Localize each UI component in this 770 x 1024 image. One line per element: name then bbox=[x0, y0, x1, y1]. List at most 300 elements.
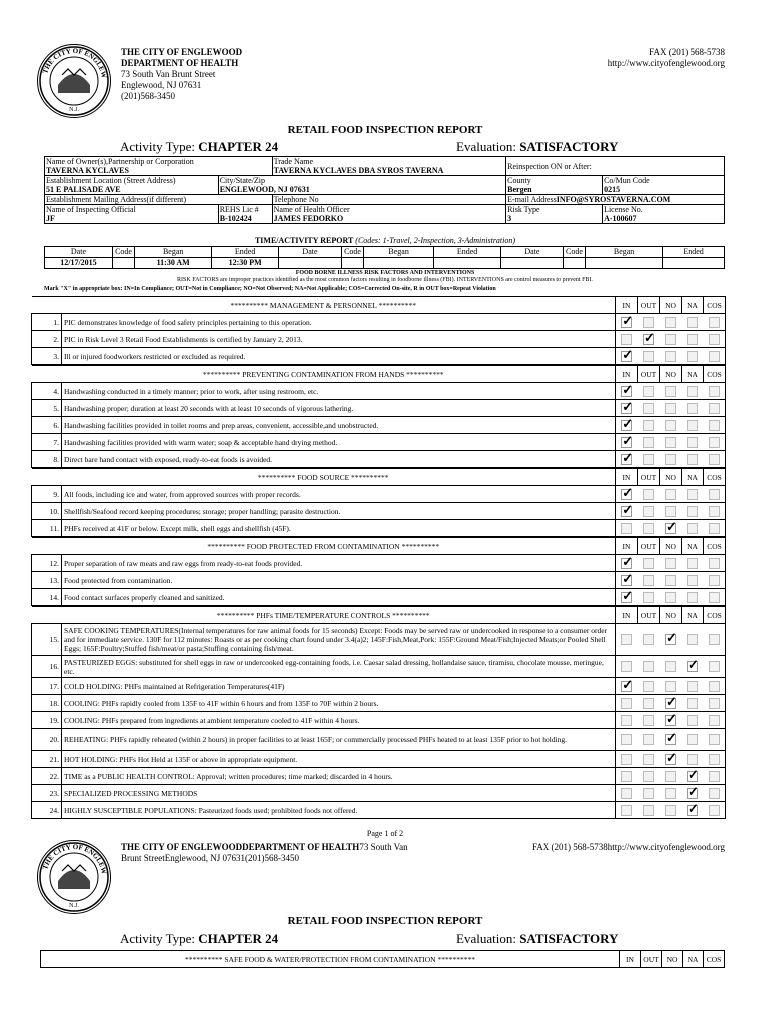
checkbox-in[interactable] bbox=[621, 484, 634, 500]
status-cell-cos bbox=[704, 434, 726, 451]
checkbox-in[interactable] bbox=[621, 788, 632, 799]
time-cell: 11:30 AM bbox=[135, 258, 212, 269]
inspection-item-row bbox=[32, 348, 726, 365]
checkbox-in[interactable] bbox=[621, 398, 634, 414]
col-header-na: NA bbox=[682, 607, 704, 624]
location-cell bbox=[45, 176, 219, 195]
checkbox-cos[interactable] bbox=[709, 454, 720, 465]
checkbox-no[interactable] bbox=[665, 788, 676, 799]
checkbox-cos[interactable] bbox=[709, 634, 720, 645]
checkbox-out[interactable] bbox=[643, 403, 654, 414]
section-header-row bbox=[32, 366, 726, 383]
checkbox-na[interactable] bbox=[687, 454, 698, 465]
evaluation bbox=[456, 139, 618, 155]
checkbox-cos[interactable] bbox=[709, 788, 720, 799]
item-number: 16. bbox=[32, 656, 62, 678]
status-cell-out bbox=[638, 503, 660, 520]
telephone-label: Telephone No bbox=[273, 195, 319, 204]
checkbox-in[interactable] bbox=[621, 449, 634, 465]
item-number: 20. bbox=[32, 729, 62, 751]
checkbox-na[interactable] bbox=[687, 734, 698, 745]
checkbox-out[interactable] bbox=[643, 681, 654, 692]
checkbox-in[interactable] bbox=[621, 432, 634, 448]
status-cell-cos bbox=[704, 589, 726, 606]
status-cell-out bbox=[638, 751, 660, 768]
checkbox-out[interactable] bbox=[643, 523, 654, 534]
status-cell-na bbox=[682, 520, 704, 537]
section-title: ********** PREVENTING CONTAMINATION FROM HANDS ********** bbox=[32, 366, 616, 383]
checkbox-no[interactable] bbox=[665, 710, 677, 726]
item-text: SAFE COOKING TEMPERATURES(Internal temperatures for raw animal foods for 15 seconds) Except: Foods may be served raw or undercooked in response to a consumer order and for immediate service. 130F for 112 minutes: Roasts or as per cooking chart found under 3.4(a)2; 145F:Fish,Meat,Pork: 155F:Ground Meat/Fish;Injected Meats;or Pooled Shell Eggs; 165F:Poultry;Stuffed fish/meat/or pasta;Stuffing containing fish/meat. bbox=[62, 624, 616, 656]
checkbox-na[interactable] bbox=[687, 351, 698, 362]
col-header-na: NA bbox=[682, 538, 704, 555]
checkbox-na[interactable] bbox=[687, 783, 699, 799]
time-col-header: Date bbox=[279, 247, 342, 258]
risk-type-value: 3 bbox=[507, 214, 512, 223]
checkbox-in[interactable] bbox=[621, 501, 634, 517]
status-cell-in bbox=[616, 348, 638, 365]
checkbox-no[interactable] bbox=[665, 558, 676, 569]
checkbox-in[interactable] bbox=[621, 661, 632, 672]
page2-activity-type bbox=[120, 931, 278, 947]
item-text: HOT HOLDING: PHFs Hot Held at 135F or above in appropriate equipment. bbox=[62, 751, 616, 768]
item-number: 3. bbox=[32, 348, 62, 365]
checkbox-in[interactable] bbox=[621, 734, 632, 745]
status-cell-out bbox=[638, 451, 660, 468]
checkbox-no[interactable] bbox=[665, 420, 676, 431]
seal-bottom-text-page2: N.J. bbox=[69, 903, 79, 909]
item-number: 19. bbox=[32, 712, 62, 729]
checkbox-out[interactable] bbox=[643, 506, 654, 517]
checkbox-in[interactable] bbox=[621, 754, 632, 765]
checkbox-out[interactable] bbox=[643, 558, 654, 569]
checkbox-in[interactable] bbox=[621, 715, 632, 726]
status-cell-cos bbox=[704, 451, 726, 468]
checkbox-cos[interactable] bbox=[709, 754, 720, 765]
time-col-header: Ended bbox=[434, 247, 501, 258]
col-header-out: OUT bbox=[638, 297, 660, 314]
inspecting-official-cell bbox=[45, 205, 219, 224]
checkbox-na[interactable] bbox=[687, 715, 698, 726]
status-cell-cos bbox=[704, 729, 726, 751]
checkbox-out[interactable] bbox=[643, 420, 654, 431]
status-cell-out bbox=[638, 678, 660, 695]
seal-text: THE CITY OF ENGLEW bbox=[41, 46, 108, 79]
checkbox-na[interactable] bbox=[687, 800, 699, 816]
checkbox-out[interactable] bbox=[643, 437, 654, 448]
col-header-cos: COS bbox=[704, 469, 726, 486]
item-text: Handwashing facilities provided in toilet rooms and prep areas, convenient, accessible,and unobstructed. bbox=[62, 417, 616, 434]
checkbox-no[interactable] bbox=[665, 506, 676, 517]
checkbox-no[interactable] bbox=[665, 681, 676, 692]
status-cell-cos bbox=[704, 695, 726, 712]
city-name: THE CITY OF ENGLEWOOD bbox=[121, 47, 243, 57]
check-mark-icon: ✓ bbox=[666, 693, 677, 709]
check-mark-icon: ✓ bbox=[622, 570, 634, 586]
checkbox-na[interactable] bbox=[687, 506, 698, 517]
checkbox-na[interactable] bbox=[687, 437, 698, 448]
col-header-no: NO bbox=[660, 538, 682, 555]
reinspection-label: Reinspection ON or After: bbox=[507, 161, 592, 171]
county-cell bbox=[506, 176, 603, 195]
item-text: PIC in Risk Level 3 Retail Food Establishments is certified by January 2, 2013. bbox=[62, 331, 616, 348]
page2-header-line1b: 73 South Van bbox=[359, 842, 408, 852]
check-mark-icon: ✓ bbox=[622, 398, 634, 414]
time-activity-codes: (Codes: 1-Travel, 2-Inspection, 3-Administration) bbox=[355, 236, 516, 245]
checkbox-cos[interactable] bbox=[709, 575, 720, 586]
seal-bottom-text: N.J. bbox=[69, 107, 79, 113]
check-mark-icon: ✓ bbox=[666, 730, 677, 745]
risk-notes bbox=[0, 270, 770, 284]
city-state-zip-label: City/State/Zip bbox=[219, 176, 266, 185]
status-cell-out bbox=[638, 417, 660, 434]
website-link[interactable]: http://www.cityofenglewood.org bbox=[607, 58, 725, 68]
checkbox-in[interactable] bbox=[621, 553, 634, 569]
checkbox-out[interactable] bbox=[643, 734, 654, 745]
col-header-in: IN bbox=[616, 607, 638, 624]
item-text: All foods, including ice and water, from approved sources with proper records. bbox=[62, 486, 616, 503]
status-cell-out bbox=[638, 589, 660, 606]
time-activity-table bbox=[44, 246, 725, 269]
item-number: 9. bbox=[32, 486, 62, 503]
checkbox-na[interactable] bbox=[687, 754, 698, 765]
page2-evaluation-label: Evaluation: bbox=[456, 931, 516, 946]
status-cell-no bbox=[660, 434, 682, 451]
item-number: 12. bbox=[32, 555, 62, 572]
time-col-header: Code bbox=[112, 247, 134, 258]
checkbox-out[interactable] bbox=[643, 634, 654, 645]
checkbox-in[interactable] bbox=[621, 415, 634, 431]
checkbox-out[interactable] bbox=[643, 575, 654, 586]
checkbox-cos[interactable] bbox=[709, 805, 720, 816]
checkbox-cos[interactable] bbox=[709, 523, 720, 534]
col-header-cos: COS bbox=[704, 297, 726, 314]
check-mark-icon: ✓ bbox=[622, 676, 634, 692]
status-cell-in bbox=[616, 520, 638, 537]
checkbox-out[interactable] bbox=[643, 592, 654, 603]
item-text: Handwashing proper; duration at least 20 seconds with at least 10 seconds of vigorous lathering. bbox=[62, 400, 616, 417]
evaluation-value: SATISFACTORY bbox=[519, 139, 619, 154]
check-mark-icon: ✓ bbox=[666, 518, 677, 534]
city-state-zip-cell bbox=[218, 176, 505, 195]
status-cell-no bbox=[660, 624, 682, 656]
checkbox-na[interactable] bbox=[687, 592, 698, 603]
checkbox-no[interactable] bbox=[665, 749, 677, 765]
checkbox-cos[interactable] bbox=[709, 420, 720, 431]
page2-col-out: OUT bbox=[641, 951, 662, 968]
checkbox-na[interactable] bbox=[687, 317, 698, 328]
checkbox-in[interactable] bbox=[621, 570, 634, 586]
status-cell-in bbox=[616, 451, 638, 468]
item-number: 14. bbox=[32, 589, 62, 606]
checkbox-no[interactable] bbox=[665, 454, 676, 465]
checkbox-cos[interactable] bbox=[709, 558, 720, 569]
risk-type-label: Risk Type bbox=[507, 205, 540, 214]
inspection-item-row bbox=[32, 656, 726, 678]
item-text: Shellfish/Seafood record keeping procedures; storage; proper handling; parasite destruction. bbox=[62, 503, 616, 520]
inspection-item-row bbox=[32, 802, 726, 819]
checkbox-na[interactable] bbox=[687, 657, 699, 672]
status-cell-out bbox=[638, 656, 660, 678]
rehs-cell bbox=[218, 205, 272, 224]
status-cell-no bbox=[660, 348, 682, 365]
establishment-info-table bbox=[44, 156, 725, 224]
checkbox-no[interactable] bbox=[665, 592, 676, 603]
checkbox-no[interactable] bbox=[665, 489, 676, 500]
checkbox-na[interactable] bbox=[687, 634, 698, 645]
status-cell-na bbox=[682, 383, 704, 400]
checkbox-out[interactable] bbox=[643, 788, 654, 799]
checkbox-na[interactable] bbox=[687, 523, 698, 534]
time-col-header: Code bbox=[563, 247, 585, 258]
checkbox-no[interactable] bbox=[665, 351, 676, 362]
checkbox-no[interactable] bbox=[665, 693, 677, 709]
item-text: COOLING: PHFs rapidly cooled from 135F to 41F within 6 hours and from 135F to 70F within 2 hours. bbox=[62, 695, 616, 712]
item-number: 8. bbox=[32, 451, 62, 468]
checkbox-na[interactable] bbox=[687, 698, 698, 709]
check-mark-icon: ✓ bbox=[688, 766, 699, 782]
checkbox-in[interactable] bbox=[621, 523, 632, 534]
checkbox-na[interactable] bbox=[687, 558, 698, 569]
checkbox-na[interactable] bbox=[687, 420, 698, 431]
checkbox-in[interactable] bbox=[621, 698, 632, 709]
checkbox-na[interactable] bbox=[687, 575, 698, 586]
item-text: PHFs received at 41F or below. Except milk, shell eggs and shellfish (45F). bbox=[62, 520, 616, 537]
item-number: 15. bbox=[32, 624, 62, 656]
inspection-item-row bbox=[32, 314, 726, 331]
checkbox-out[interactable] bbox=[643, 454, 654, 465]
checkbox-no[interactable] bbox=[665, 518, 677, 534]
location-label: Establishment Location (Street Address) bbox=[46, 176, 176, 185]
checkbox-cos[interactable] bbox=[709, 506, 720, 517]
status-cell-na bbox=[682, 712, 704, 729]
checkbox-out[interactable] bbox=[643, 715, 654, 726]
page2-col-na: NA bbox=[683, 951, 704, 968]
checkbox-cos[interactable] bbox=[709, 681, 720, 692]
checkbox-in[interactable] bbox=[621, 346, 634, 362]
status-cell-na bbox=[682, 348, 704, 365]
address-line-1: 73 South Van Brunt Street bbox=[121, 69, 216, 79]
checkbox-cos[interactable] bbox=[709, 771, 720, 782]
item-number: 17. bbox=[32, 678, 62, 695]
checkbox-no[interactable] bbox=[665, 771, 676, 782]
item-text: Handwashing facilities provided with warm water; soap & acceptable hand drying method. bbox=[62, 434, 616, 451]
checkbox-na[interactable] bbox=[687, 334, 698, 345]
check-mark-icon: ✓ bbox=[622, 346, 634, 362]
checkbox-in[interactable] bbox=[621, 334, 632, 345]
time-cell bbox=[663, 258, 725, 269]
reinspection-cell bbox=[506, 157, 725, 176]
status-cell-na bbox=[682, 503, 704, 520]
checkbox-out[interactable] bbox=[643, 698, 654, 709]
license-cell bbox=[603, 205, 725, 224]
page2-activity-value: CHAPTER 24 bbox=[198, 931, 279, 946]
status-cell-cos bbox=[704, 656, 726, 678]
status-cell-in bbox=[616, 785, 638, 802]
checkbox-cos[interactable] bbox=[709, 403, 720, 414]
header-fax-block bbox=[608, 47, 725, 69]
section-title: ********** PHFs TIME/TEMPERATURE CONTROLS ********** bbox=[32, 607, 616, 624]
email-label: E-mail Address bbox=[507, 195, 557, 204]
mailing-address-label: Establishment Mailing Address(if different) bbox=[46, 195, 187, 204]
checkbox-cos[interactable] bbox=[709, 437, 720, 448]
checkbox-cos[interactable] bbox=[709, 386, 720, 397]
checkbox-no[interactable] bbox=[665, 386, 676, 397]
checkbox-cos[interactable] bbox=[709, 698, 720, 709]
inspection-item-row bbox=[32, 503, 726, 520]
status-cell-na bbox=[682, 729, 704, 751]
checkbox-in[interactable] bbox=[621, 381, 634, 397]
checkbox-cos[interactable] bbox=[709, 715, 720, 726]
status-cell-no bbox=[660, 314, 682, 331]
col-header-no: NO bbox=[660, 297, 682, 314]
status-cell-no bbox=[660, 768, 682, 785]
item-text: SPECIALIZED PROCESSING METHODS bbox=[62, 785, 616, 802]
inspection-item-row bbox=[32, 383, 726, 400]
status-cell-out bbox=[638, 314, 660, 331]
item-number: 13. bbox=[32, 572, 62, 589]
inspection-item-row bbox=[32, 624, 726, 656]
checkbox-no[interactable] bbox=[665, 317, 676, 328]
checkbox-na[interactable] bbox=[687, 489, 698, 500]
status-cell-no bbox=[660, 520, 682, 537]
checkbox-out[interactable] bbox=[643, 754, 654, 765]
checkbox-out[interactable] bbox=[643, 771, 654, 782]
item-text: Proper separation of raw meats and raw eggs from ready-to-eat foods provided. bbox=[62, 555, 616, 572]
status-cell-out bbox=[638, 768, 660, 785]
page2-evaluation bbox=[456, 931, 618, 947]
inspecting-official-value: JF bbox=[46, 214, 55, 223]
city-state-zip-value: ENGLEWOOD, NJ 07631 bbox=[219, 185, 310, 194]
checkbox-in[interactable] bbox=[621, 587, 634, 603]
time-cell: 12/17/2015 bbox=[45, 258, 113, 269]
status-cell-out bbox=[638, 400, 660, 417]
checkbox-no[interactable] bbox=[665, 630, 677, 645]
check-mark-icon: ✓ bbox=[688, 783, 699, 799]
checkbox-out[interactable] bbox=[643, 661, 654, 672]
section-header-row bbox=[32, 607, 726, 624]
section-table bbox=[31, 606, 726, 819]
checkbox-na[interactable] bbox=[687, 386, 698, 397]
checkbox-in[interactable] bbox=[621, 312, 634, 328]
inspection-item-row bbox=[32, 451, 726, 468]
check-mark-icon: ✓ bbox=[688, 800, 699, 816]
checkbox-cos[interactable] bbox=[709, 489, 720, 500]
item-number: 10. bbox=[32, 503, 62, 520]
status-cell-na bbox=[682, 589, 704, 606]
section-title: ********** FOOD PROTECTED FROM CONTAMINATION ********** bbox=[32, 538, 616, 555]
activity-value: CHAPTER 24 bbox=[198, 139, 279, 154]
page2-header-line2: Brunt StreetEnglewood, NJ 07631(201)568-3450 bbox=[121, 853, 299, 863]
checkbox-in[interactable] bbox=[621, 805, 632, 816]
page2-col-cos: COS bbox=[704, 951, 725, 968]
status-cell-in bbox=[616, 751, 638, 768]
item-number: 21. bbox=[32, 751, 62, 768]
col-header-out: OUT bbox=[638, 538, 660, 555]
check-mark-icon: ✓ bbox=[666, 749, 677, 765]
checkbox-out[interactable] bbox=[643, 805, 654, 816]
time-col-header: Began bbox=[135, 247, 212, 258]
status-cell-na bbox=[682, 678, 704, 695]
checkbox-in[interactable] bbox=[621, 634, 632, 645]
item-text: HIGHLY SUSCEPTIBLE POPULATIONS: Pasteurized foods used; prohibited foods not offered. bbox=[62, 802, 616, 819]
checkbox-no[interactable] bbox=[665, 334, 676, 345]
section-table bbox=[31, 296, 726, 365]
item-text: Ill or injured foodworkers restricted or excluded as required. bbox=[62, 348, 616, 365]
status-cell-out bbox=[638, 572, 660, 589]
checkbox-cos[interactable] bbox=[709, 592, 720, 603]
evaluation-label: Evaluation: bbox=[456, 139, 516, 154]
risk-type-cell bbox=[506, 205, 603, 224]
checkbox-no[interactable] bbox=[665, 730, 677, 745]
inspection-item-row bbox=[32, 400, 726, 417]
checkbox-cos[interactable] bbox=[709, 734, 720, 745]
checkbox-no[interactable] bbox=[665, 661, 676, 672]
page2-section-table bbox=[40, 950, 725, 968]
county-value: Bergen bbox=[507, 185, 532, 194]
checkbox-no[interactable] bbox=[665, 575, 676, 586]
status-cell-in bbox=[616, 712, 638, 729]
health-officer-value: JAMES FEDORKO bbox=[273, 214, 344, 223]
checkbox-out[interactable] bbox=[643, 386, 654, 397]
checkbox-na[interactable] bbox=[687, 766, 699, 782]
checkbox-no[interactable] bbox=[665, 437, 676, 448]
time-cell bbox=[341, 258, 363, 269]
checkbox-na[interactable] bbox=[687, 403, 698, 414]
inspection-item-row bbox=[32, 589, 726, 606]
status-cell-cos bbox=[704, 503, 726, 520]
checkbox-no[interactable] bbox=[665, 805, 676, 816]
status-cell-in bbox=[616, 678, 638, 695]
time-cell bbox=[434, 258, 501, 269]
checkbox-out[interactable] bbox=[643, 351, 654, 362]
status-cell-no bbox=[660, 785, 682, 802]
header-address-block bbox=[121, 47, 242, 102]
checkbox-cos[interactable] bbox=[709, 351, 720, 362]
checkbox-cos[interactable] bbox=[709, 661, 720, 672]
email-value: INFO@SYROSTAVERNA.COM bbox=[556, 195, 671, 204]
checkbox-out[interactable] bbox=[643, 317, 654, 328]
checkbox-out[interactable] bbox=[643, 489, 654, 500]
page2-col-no: NO bbox=[662, 951, 683, 968]
status-cell-in bbox=[616, 802, 638, 819]
section-table bbox=[31, 537, 726, 606]
inspection-item-row bbox=[32, 712, 726, 729]
checkbox-in[interactable] bbox=[621, 771, 632, 782]
checkbox-cos[interactable] bbox=[709, 317, 720, 328]
status-cell-in bbox=[616, 331, 638, 348]
checkbox-in[interactable] bbox=[621, 676, 634, 692]
status-cell-no bbox=[660, 417, 682, 434]
col-header-in: IN bbox=[616, 469, 638, 486]
status-cell-no bbox=[660, 729, 682, 751]
time-col-header: Ended bbox=[663, 247, 725, 258]
status-cell-na bbox=[682, 802, 704, 819]
checkbox-no[interactable] bbox=[665, 403, 676, 414]
inspection-item-row bbox=[32, 768, 726, 785]
location-value: 51 E PALISADE AVE bbox=[46, 185, 121, 194]
checkbox-out[interactable] bbox=[643, 329, 655, 345]
item-number: 7. bbox=[32, 434, 62, 451]
checkbox-na[interactable] bbox=[687, 681, 698, 692]
status-cell-in bbox=[616, 656, 638, 678]
checkbox-cos[interactable] bbox=[709, 334, 720, 345]
status-cell-cos bbox=[704, 417, 726, 434]
license-label: License No. bbox=[604, 205, 643, 214]
time-cell bbox=[112, 258, 134, 269]
col-header-na: NA bbox=[682, 297, 704, 314]
health-officer-label: Name of Health Officer bbox=[273, 205, 350, 214]
